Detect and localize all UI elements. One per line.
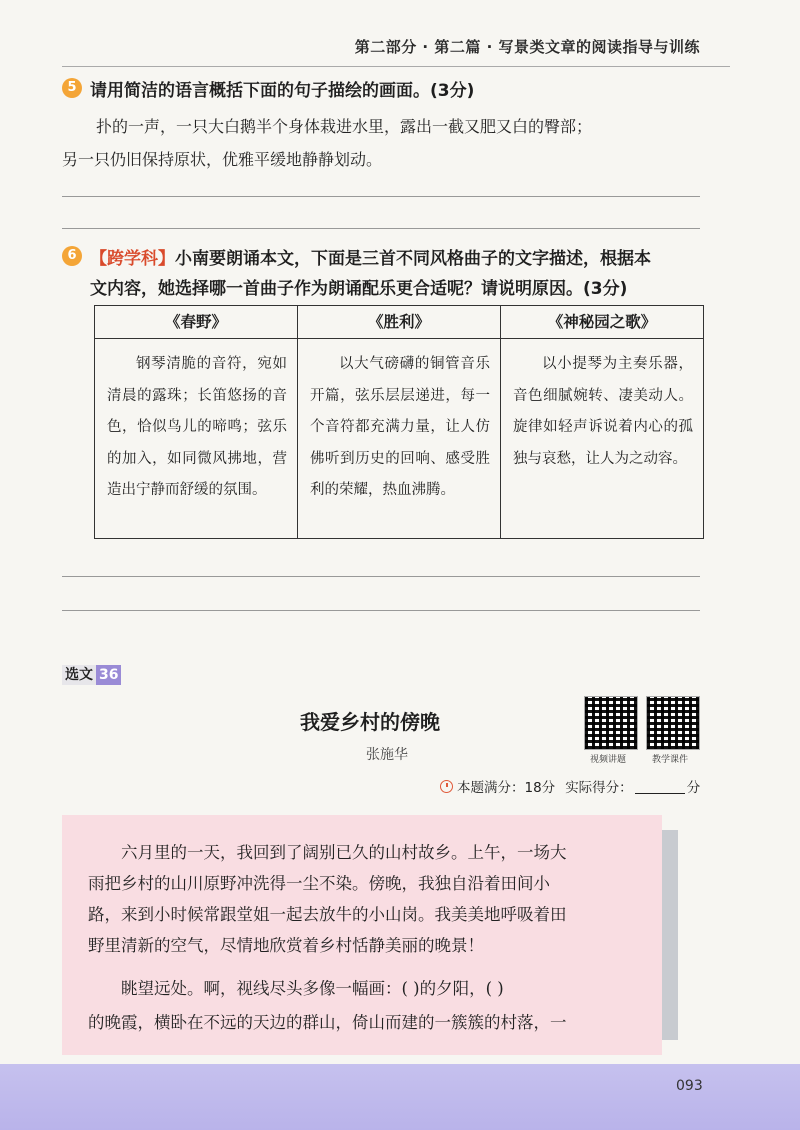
question-6-number: 6 [62, 246, 82, 266]
question-5-passage-line-2: 另一只仍旧保持原状，优雅平缓地静静划动。 [62, 150, 383, 169]
score-actual-label: 实际得分： [565, 780, 633, 796]
table-cell-shenmi: 以小提琴为主奏乐器，音色细腻婉转、凄美动人。旋律如轻声诉说着内心的孤独与哀愁，让人为之动容。 [500, 339, 703, 538]
music-table [94, 305, 704, 539]
page-edge-strip [662, 830, 678, 1040]
footer-band [0, 1064, 800, 1130]
passage-line: 眺望远处。啊，视线尽头多像一幅画：( )的夕阳，( ) [121, 979, 504, 998]
selection-label: 选文 [62, 665, 96, 685]
passage-line: 野里清新的空气，尽情地欣赏着乡村恬静美丽的晚景！ [88, 936, 484, 955]
passage-line: 雨把乡村的山川原野冲洗得一尘不染。傍晚，我独自沿着田间小 [88, 874, 550, 893]
question-6-prompt-line-1 [90, 244, 651, 269]
table-header-chunye: 《春野》 [164, 312, 227, 331]
qr-label-video: 视频讲题 [590, 755, 627, 765]
cross-subject-tag: 【跨学科】 [90, 249, 175, 269]
page-number: 093 [676, 1078, 703, 1094]
selection-badge [62, 665, 121, 685]
section-header: 第二部分 · 第二篇 · 写景类文章的阅读指导与训练 [354, 38, 700, 56]
answer-line-q5-1[interactable] [62, 196, 700, 197]
answer-line-q6-1[interactable] [62, 576, 700, 577]
table-header-shengli: 《胜利》 [297, 306, 500, 338]
score-unit: 分 [686, 780, 701, 796]
question-5-passage-line-1: 扑的一声，一只大白鹅半个身体栽进水里，露出一截又肥又白的臀部； [96, 117, 593, 136]
essay-author: 张施华 [366, 747, 408, 763]
qr-code-courseware-icon[interactable] [646, 696, 700, 750]
qr-label-courseware: 教学课件 [652, 755, 689, 765]
table-cell-shengli: 以大气磅礴的铜管音乐开篇，弦乐层层递进，每一个音符都充满力量，让人仿佛听到历史的回响、感受胜利的荣耀，热血沸腾。 [297, 339, 500, 538]
question-5-prompt: 请用简洁的语言概括下面的句子描绘的画面。(3分) [90, 81, 475, 101]
score-row [440, 776, 700, 796]
essay-title: 我爱乡村的傍晚 [300, 710, 440, 734]
passage-line: 路，来到小时候常跟堂姐一起去放牛的小山岗。我美美地呼吸着田 [88, 905, 567, 924]
clock-icon [440, 780, 453, 793]
question-5-number: 5 [62, 78, 82, 98]
question-6-prompt-text: 小南要朗诵本文，下面是三首不同风格曲子的文字描述，根据本 [175, 249, 651, 269]
score-full: 本题满分：18分 [457, 780, 556, 796]
music-table-header [95, 306, 703, 339]
qr-code-video-icon[interactable] [584, 696, 638, 750]
passage-line: 六月里的一天，我回到了阔别已久的山村故乡。上午，一场大 [121, 843, 567, 862]
answer-line-q5-2[interactable] [62, 228, 700, 229]
passage-line: 的晚霞，横卧在不远的天边的群山，倚山而建的一簇簇的村落，一 [88, 1013, 567, 1032]
passage-box [62, 815, 662, 1055]
question-6-prompt-line-2: 文内容，她选择哪一首曲子作为朗诵配乐更合适呢？请说明原因。(3分) [90, 279, 628, 299]
table-cell-chunye: 钢琴清脆的音符，宛如清晨的露珠；长笛悠扬的音色，恰似鸟儿的啼鸣；弦乐的加入，如同微风拂地，营造出宁静而舒缓的氛围。 [107, 356, 287, 498]
score-blank[interactable] [635, 779, 685, 794]
music-table-body [95, 339, 703, 538]
answer-line-q6-2[interactable] [62, 610, 700, 611]
selection-number: 36 [96, 665, 121, 685]
table-header-shenmi: 《神秘园之歌》 [500, 306, 703, 338]
header-divider [62, 66, 730, 67]
